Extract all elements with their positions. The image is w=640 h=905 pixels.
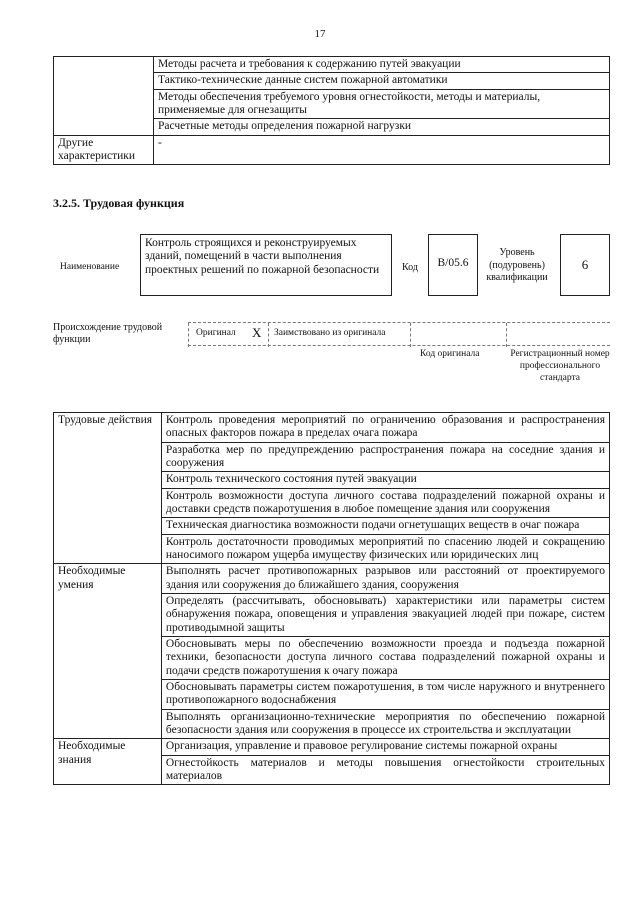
table-row [54, 135, 610, 165]
page-number: 17 [314, 28, 326, 40]
function-name: Контроль строящихся и реконструируемых зданий, помещений в части выполнения проектных решений по пожарной безопасности [140, 234, 392, 296]
row-content: Расчетные методы определения пожарной нагрузки [153, 119, 609, 135]
name-label: Наименование [60, 262, 120, 272]
row-content: Методы обеспечения требуемого уровня огнестойкости, методы и материалы, применяемые для огнезащиты [153, 89, 609, 119]
list-item: Техническая диагностика возможности подачи огнетушащих веществ в очаг пожара [161, 518, 609, 534]
row-content: - [153, 135, 609, 165]
code-label: Код [402, 262, 418, 273]
row-content: Методы расчета и требования к содержанию путей эвакуации [153, 57, 609, 73]
list-item: Выполнять организационно-технические мероприятия по обеспечению пожарной безопасности здания или сооружения в процессе их строительства и эксплуатации [161, 709, 609, 739]
divider [410, 323, 411, 347]
original-mark: X [252, 325, 262, 340]
list-item: Обосновывать параметры систем пожаротушения, в том числе наружного и внутреннего противопожарного водоснабжения [161, 679, 609, 709]
table-row [54, 57, 610, 73]
list-item: Обосновывать меры по обеспечению возможности проезда и подъезда пожарной техники, безопасности доступа личного состава подразделений пожарной охраны и подачи средств пожаротушения к очагу пожара [161, 636, 609, 679]
code-original-caption: Код оригинала [420, 349, 480, 359]
origin-row [188, 322, 610, 346]
list-item: Определять (рассчитывать, обосновывать) характеристики или параметры систем обнаружения пожара, оповещения и управления эвакуацией людей при пожаре, систем противодымной защиты [161, 593, 609, 636]
section-label-actions: Трудовые действия [54, 413, 162, 564]
row-label: Другие характеристики [54, 135, 154, 165]
divider [506, 323, 507, 347]
borrowed-label: Заимствовано из оригинала [274, 328, 386, 338]
list-item: Контроль возможности доступа личного состава подразделений пожарной охраны и доставки средств пожаротушения в любое помещение здания или сооружения [161, 488, 609, 518]
table-row [54, 564, 610, 594]
level-label: Уровень (подуровень) квалификации [486, 247, 548, 283]
top-table [53, 56, 610, 165]
list-item: Разработка мер по предупреждению распространения пожара на соседние здания и сооружения [161, 442, 609, 472]
row-label [54, 57, 154, 136]
registration-caption: Регистрационный номер профессионального стандарта [510, 349, 610, 383]
list-item: Огнестойкость материалов и методы повышения огнестойкости строительных материалов [161, 755, 609, 785]
section-heading: 3.2.5. Трудовая функция [53, 196, 185, 210]
list-item: Организация, управление и правовое регулирование системы пожарной охраны [161, 739, 609, 755]
table-row [54, 739, 610, 755]
list-item: Выполнять расчет противопожарных разрывов или расстояний от проектируемого здания или сооружения до ближайшего здания, сооружения [161, 564, 609, 594]
function-code: B/05.6 [428, 234, 478, 296]
row-content: Тактико-технические данные систем пожарной автоматики [153, 73, 609, 89]
section-label-skills: Необходимые умения [54, 564, 162, 739]
section-label-knowledge: Необходимые знания [54, 739, 162, 785]
divider [268, 323, 269, 347]
list-item: Контроль технического состояния путей эвакуации [161, 472, 609, 488]
origin-label: Происхождение трудовой функции [53, 322, 163, 345]
list-item: Контроль достаточности проводимых мероприятий по спасению людей и сокращению наносимого пожаром ущерба имуществу физических или юридических лиц [161, 534, 609, 564]
original-label: Оригинал [196, 328, 236, 338]
qualification-level: 6 [560, 234, 610, 296]
main-table [53, 412, 610, 785]
table-row [54, 413, 610, 443]
list-item: Контроль проведения мероприятий по ограничению образования и распространения опасных факторов пожара в пределах очага пожара [161, 413, 609, 443]
divider [188, 323, 189, 347]
